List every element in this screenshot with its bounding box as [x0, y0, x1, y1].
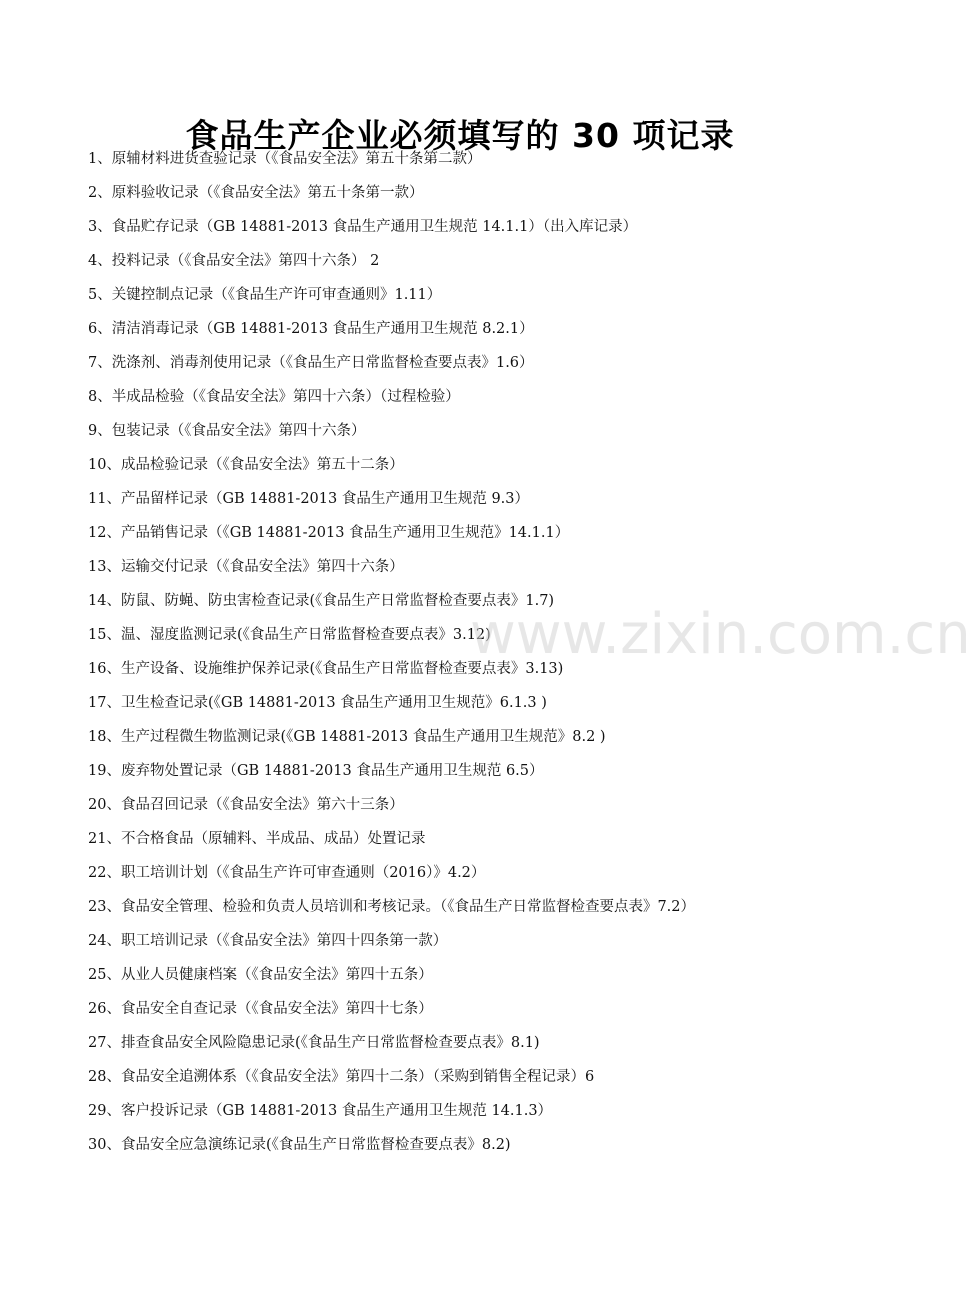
- list-item: 30、食品安全应急演练记录(《食品生产日常监督检查要点表》8.2): [88, 1137, 511, 1153]
- list-item: 16、生产设备、设施维护保养记录(《食品生产日常监督检查要点表》3.13): [88, 661, 564, 677]
- list-item: 20、食品召回记录（《食品安全法》第六十三条）: [88, 797, 404, 813]
- list-item: 26、食品安全自查记录（《食品安全法》第四十七条）: [88, 1001, 433, 1017]
- record-list: [88, 147, 908, 1167]
- list-item: 6、清洁消毒记录（GB 14881-2013 食品生产通用卫生规范 8.2.1）: [88, 321, 534, 337]
- list-item: 25、从业人员健康档案（《食品安全法》第四十五条）: [88, 967, 433, 983]
- list-item: 3、食品贮存记录（GB 14881-2013 食品生产通用卫生规范 14.1.1）（出入库记录）: [88, 219, 638, 235]
- list-item: 8、半成品检验（《食品安全法》第四十六条）（过程检验）: [88, 389, 460, 405]
- list-item: 28、食品安全追溯体系（《食品安全法》第四十二条）（采购到销售全程记录）6: [88, 1069, 595, 1085]
- list-item: 17、卫生检查记录(《GB 14881-2013 食品生产通用卫生规范》6.1.3 ): [88, 695, 547, 711]
- list-item: 2、原料验收记录（《食品安全法》第五十条第一款）: [88, 185, 424, 201]
- list-item: 9、包装记录（《食品安全法》第四十六条）: [88, 423, 366, 439]
- list-item: 21、不合格食品（原辅料、半成品、成品）处置记录: [88, 831, 426, 847]
- watermark: www.zixin.com.cn: [470, 602, 971, 667]
- list-item: 12、产品销售记录（《GB 14881-2013 食品生产通用卫生规范》14.1.1）: [88, 525, 570, 541]
- list-item: 29、客户投诉记录（GB 14881-2013 食品生产通用卫生规范 14.1.3）: [88, 1103, 553, 1119]
- list-item: 24、职工培训记录（《食品安全法》第四十四条第一款）: [88, 933, 448, 949]
- list-item: 19、废弃物处置记录（GB 14881-2013 食品生产通用卫生规范 6.5）: [88, 763, 544, 779]
- list-item: 4、投料记录（《食品安全法》第四十六条） 2: [88, 253, 380, 269]
- list-item: 22、职工培训计划（《食品生产许可审查通则（2016）》4.2）: [88, 865, 486, 881]
- list-item: 5、关键控制点记录（《食品生产许可审查通则》1.11）: [88, 287, 442, 303]
- list-item: 15、温、湿度监测记录(《食品生产日常监督检查要点表》3.12): [88, 627, 491, 643]
- list-item: 14、防鼠、防蝇、防虫害检查记录(《食品生产日常监督检查要点表》1.7): [88, 593, 555, 609]
- list-item: 7、洗涤剂、消毒剂使用记录（《食品生产日常监督检查要点表》1.6）: [88, 355, 534, 371]
- list-item: 1、原辅材料进货查验记录（《食品安全法》第五十条第二款）: [88, 151, 482, 167]
- list-item: 10、成品检验记录（《食品安全法》第五十二条）: [88, 457, 404, 473]
- list-item: 18、生产过程微生物监测记录(《GB 14881-2013 食品生产通用卫生规范》8.2 ): [88, 729, 606, 745]
- list-item: 27、排查食品安全风险隐患记录(《食品生产日常监督检查要点表》8.1): [88, 1035, 540, 1051]
- list-item: 11、产品留样记录（GB 14881-2013 食品生产通用卫生规范 9.3）: [88, 491, 530, 507]
- page-title: 食品生产企业必须填写的 30 项记录: [185, 116, 735, 156]
- list-item: 23、食品安全管理、检验和负责人员培训和考核记录。（《食品生产日常监督检查要点表》7.2）: [88, 899, 696, 915]
- list-item: 13、运输交付记录（《食品安全法》第四十六条）: [88, 559, 404, 575]
